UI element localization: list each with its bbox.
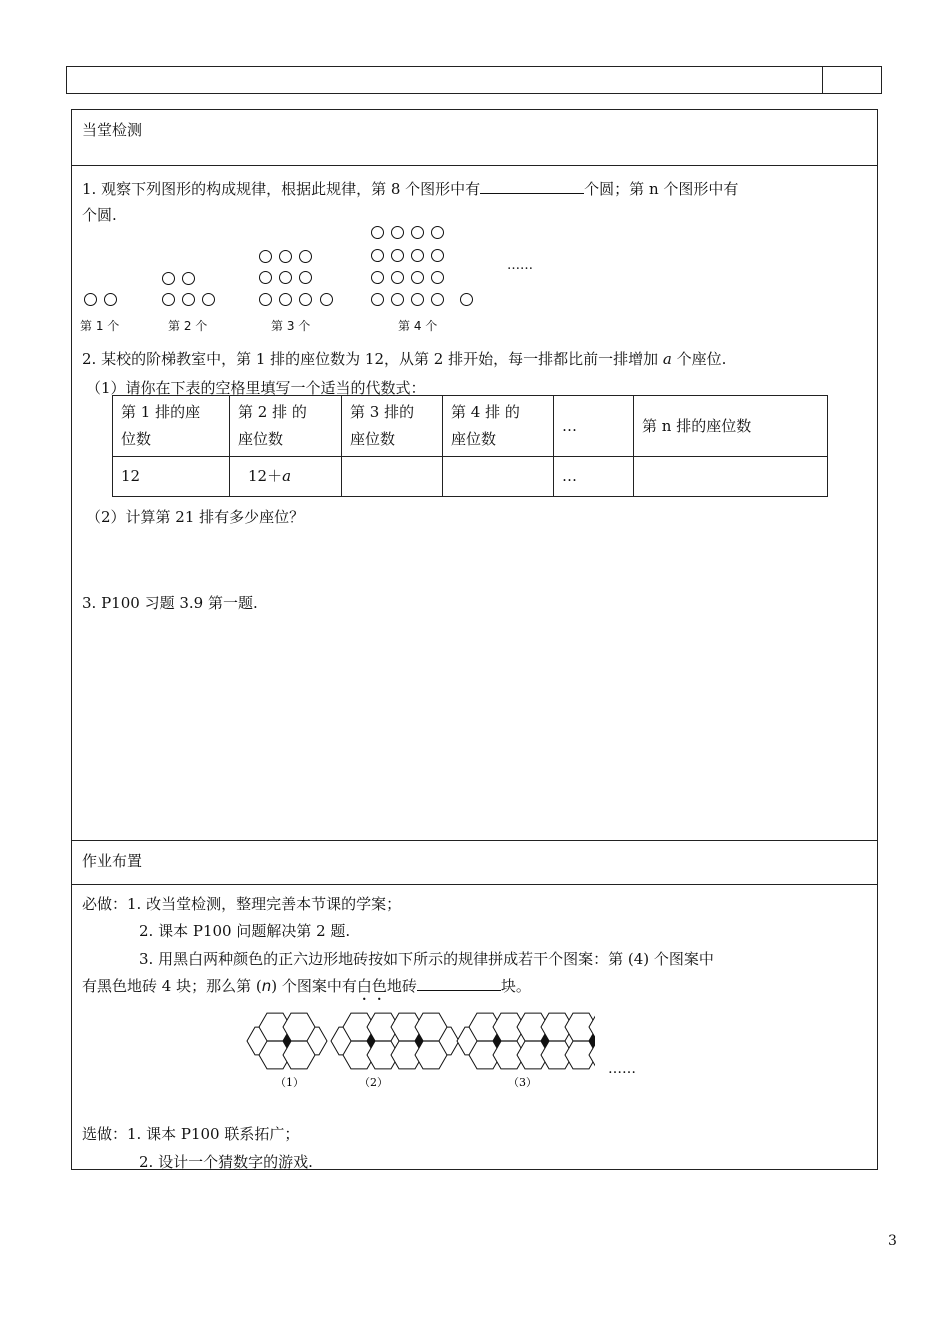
divider <box>71 165 878 166</box>
table-header-cell: 第 n 排的座位数 <box>634 396 828 457</box>
homework-must-2: 2. 课本 P100 问题解决第 2 题. <box>139 922 351 940</box>
homework-must-3-line1: 3. 用黑白两种颜色的正六边形地砖按如下所示的规律拼成若干个图案：第 (4) 个图案中 <box>139 950 714 968</box>
question-2-part1: （1）请你在下表的空格里填写一个适当的代数式： <box>86 379 426 397</box>
circle <box>431 271 444 284</box>
homework-optional-1: 选做：1. 课本 P100 联系拓广； <box>82 1125 300 1143</box>
circle <box>259 271 272 284</box>
question-1-line1: 1. 观察下列图形的构成规律，根据此规律，第 8 个图形中有 个圆；第 n 个图形中有 <box>82 180 739 198</box>
page-number: 3 <box>888 1233 897 1249</box>
table-header-cell: 第 2 排 的 座位数 <box>230 396 342 457</box>
circle <box>371 271 384 284</box>
circle <box>460 293 473 306</box>
figure-label: 第 4 个 <box>398 319 438 333</box>
table-header-cell: … <box>554 396 634 457</box>
table-cell: 12 <box>113 457 230 497</box>
figure-label: （3） <box>508 1076 537 1089</box>
circle <box>182 293 195 306</box>
divider <box>71 840 878 841</box>
circle <box>411 293 424 306</box>
circle <box>431 293 444 306</box>
circle <box>371 249 384 262</box>
circle <box>391 249 404 262</box>
seats-table <box>112 395 828 497</box>
question-1-line2: 个圆. <box>82 206 117 224</box>
question-3-text: 3. P100 习题 3.9 第一题. <box>82 594 258 612</box>
circle <box>279 271 292 284</box>
circle <box>182 272 195 285</box>
figure-label: （1） <box>275 1076 304 1089</box>
circle <box>320 293 333 306</box>
table-cell: … <box>554 457 634 497</box>
hexagon-tile-figure <box>235 1008 595 1098</box>
circle <box>411 271 424 284</box>
header-strip <box>66 66 882 94</box>
homework-must-3-line2: 有黑色地砖 4 块；那么第 (n) 个图案中有白色地砖 块。 <box>82 977 531 995</box>
table-cell-blank[interactable] <box>634 457 828 497</box>
section-title-check: 当堂检测 <box>82 121 143 139</box>
circle <box>162 293 175 306</box>
figure-label: （2） <box>359 1076 388 1089</box>
divider <box>71 884 878 885</box>
question-2-part2: （2）计算第 21 排有多少座位？ <box>86 508 305 526</box>
table-cell-blank[interactable] <box>443 457 554 497</box>
ellipsis: …… <box>608 1061 636 1077</box>
circle <box>371 293 384 306</box>
table-row <box>113 396 828 457</box>
homework-optional-2: 2. 设计一个猜数字的游戏. <box>139 1153 313 1171</box>
homework-must-1: 必做：1. 改当堂检测，整理完善本节课的学案； <box>82 895 402 913</box>
circle <box>411 249 424 262</box>
answer-blank[interactable] <box>480 178 584 194</box>
table-cell-blank[interactable] <box>342 457 443 497</box>
circle <box>299 293 312 306</box>
circle <box>371 226 384 239</box>
table-cell: 12＋a <box>230 457 342 497</box>
figure-label: 第 2 个 <box>168 319 208 333</box>
circle <box>411 226 424 239</box>
table-row <box>113 457 828 497</box>
circle <box>259 293 272 306</box>
circle <box>104 293 117 306</box>
circle <box>299 250 312 263</box>
table-header-cell: 第 3 排的 座位数 <box>342 396 443 457</box>
circle <box>431 249 444 262</box>
table-header-cell: 第 1 排的座 位数 <box>113 396 230 457</box>
circle <box>299 271 312 284</box>
circle <box>84 293 97 306</box>
answer-blank[interactable] <box>417 975 501 991</box>
ellipsis: …… <box>507 258 533 273</box>
circle <box>391 226 404 239</box>
circle <box>391 293 404 306</box>
table-header-cell: 第 4 排 的 座位数 <box>443 396 554 457</box>
circle <box>259 250 272 263</box>
figure-label: 第 3 个 <box>271 319 311 333</box>
circle <box>391 271 404 284</box>
question-2-text: 2. 某校的阶梯教室中，第 1 排的座位数为 12，从第 2 排开始，每一排都比前一排增加 a 个座位. <box>82 350 727 368</box>
circle <box>202 293 215 306</box>
section-title-homework: 作业布置 <box>82 852 143 870</box>
circle <box>279 293 292 306</box>
figure-label: 第 1 个 <box>80 319 120 333</box>
circle <box>431 226 444 239</box>
circle <box>279 250 292 263</box>
circle <box>162 272 175 285</box>
